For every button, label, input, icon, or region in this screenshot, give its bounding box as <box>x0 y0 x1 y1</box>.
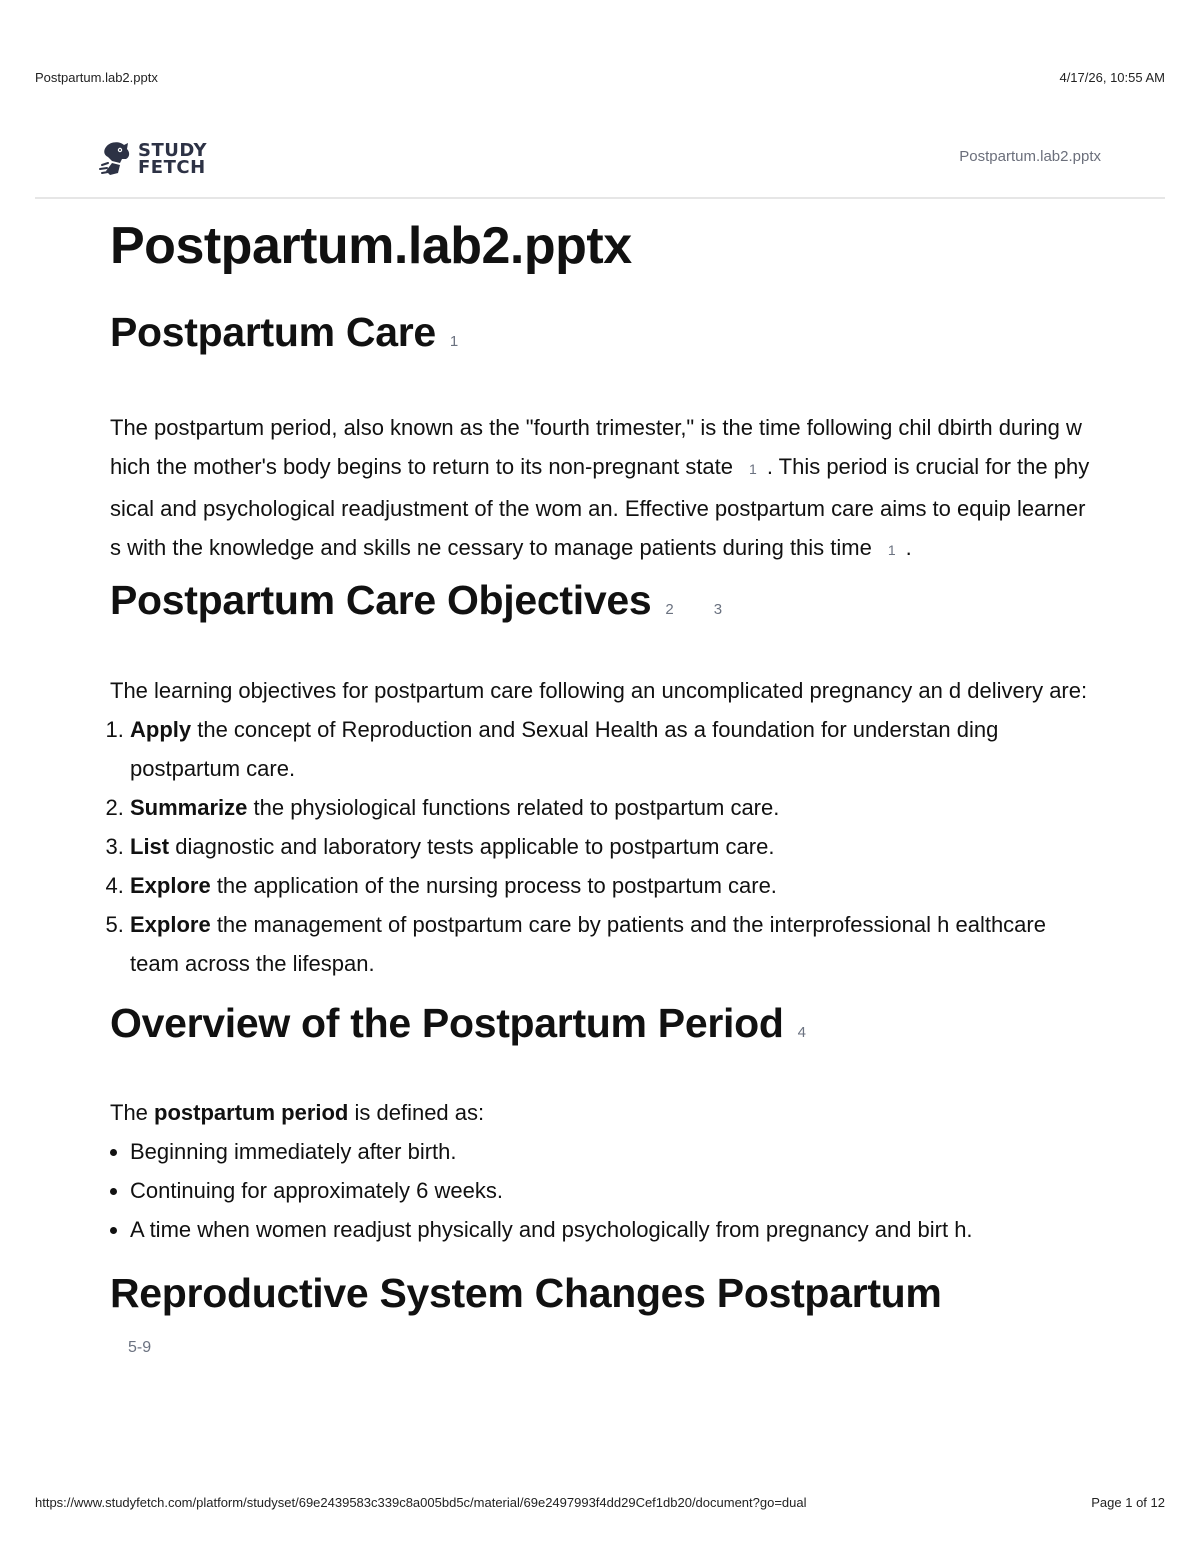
citation-ref[interactable]: 5-9 <box>128 1339 152 1356</box>
paragraph-text: The <box>110 1100 155 1125</box>
objectives-intro: The learning objectives for postpartum care following an uncomplicated pregnancy an d delivery are: <box>110 678 1088 703</box>
logo-text <box>138 142 207 176</box>
document-title: Postpartum.lab2.pptx <box>110 217 632 275</box>
citation-ref[interactable]: 2 <box>665 601 674 618</box>
print-footer-page-number: Page 1 of 12 <box>1091 1495 1165 1510</box>
print-header-filename: Postpartum.lab2.pptx <box>35 70 158 85</box>
section-heading-reproductive-changes <box>110 1265 1090 1321</box>
overview-bullet-list <box>110 1132 1090 1249</box>
logo-line-study: STUDY <box>138 140 208 161</box>
paragraph-text: is defined as: <box>348 1100 485 1125</box>
citation-ref[interactable]: 1 <box>749 461 757 477</box>
list-item: • A time when women readjust physically and psychologically from pregnancy and birt h. <box>130 1210 1090 1249</box>
header-filename: Postpartum.lab2.pptx <box>959 148 1101 165</box>
document-content <box>110 210 1090 1357</box>
section-paragraph <box>110 408 1090 570</box>
section-heading-postpartum-care <box>110 304 1090 370</box>
logo-line-fetch: FETCH <box>138 157 206 178</box>
print-header-timestamp: 4/17/26, 10:55 AM <box>1059 70 1165 85</box>
list-item-keyword: List <box>130 834 170 859</box>
list-item <box>130 788 1090 827</box>
list-item-text: the management of postpartum care by patients and the interprofessional h ealthcare team across the lifespan. <box>130 912 1046 976</box>
list-item-text: diagnostic and laboratory tests applicable to postpartum care. <box>169 834 775 859</box>
paragraph-text: The postpartum period, also known as the "fourth trimester," is the time following chil dbirth during which the mother's body begins to return to its non-pregnant state <box>110 415 1082 479</box>
list-item-keyword: Summarize <box>130 795 248 820</box>
list-item: • Beginning immediately after birth. <box>130 1132 1090 1171</box>
section-heading-text: Overview of the Postpartum Period <box>110 1000 784 1046</box>
list-item-text: the application of the nursing process to postpartum care. <box>210 873 777 898</box>
paragraph-text: . This period is crucial for the physical and psychological readjustment of the wom an. Effective postpartum care aims to equip learners with the knowledge and skills ne cessary to manage patients during this time <box>110 454 1090 560</box>
citation-ref[interactable]: 1 <box>887 542 896 558</box>
citation-ref[interactable]: 4 <box>797 1024 806 1041</box>
section-refs <box>128 1339 1090 1357</box>
list-item-text: the physiological functions related to postpartum care. <box>247 795 780 820</box>
list-item: • Continuing for approximately 6 weeks. <box>130 1171 1090 1210</box>
list-item-text: the concept of Reproduction and Sexual Health as a foundation for understan ding postpartum care. <box>130 717 999 781</box>
list-item-keyword: Explore <box>130 912 211 937</box>
print-footer <box>35 1495 1165 1511</box>
section-heading-objectives <box>110 572 1090 638</box>
site-header <box>35 135 1165 199</box>
print-footer-url: https://www.studyfetch.com/platform/studyset/69e2439583c339c8a005bd5c/material/69e2497993f4dd29Cef1db20/document?go=dual <box>35 1495 807 1510</box>
print-header <box>35 70 1165 86</box>
list-item-keyword: Explore <box>130 873 211 898</box>
list-item <box>130 905 1090 983</box>
citation-ref[interactable]: 1 <box>449 333 459 350</box>
objectives-list <box>110 710 1090 983</box>
section-heading-overview <box>110 995 1090 1061</box>
list-item-keyword: Apply <box>130 717 192 742</box>
citation-ref[interactable]: 3 <box>713 601 723 618</box>
paragraph-text: . <box>905 535 912 560</box>
dog-mascot-icon <box>98 139 134 179</box>
list-item <box>130 710 1090 788</box>
section-heading-text: Reproductive System Changes Postpartum <box>110 1270 942 1316</box>
studyfetch-logo[interactable] <box>98 137 207 181</box>
section-heading-text: Postpartum Care Objectives <box>110 577 652 623</box>
list-item <box>130 866 1090 905</box>
list-item <box>130 827 1090 866</box>
section-heading-text: Postpartum Care <box>110 309 436 355</box>
paragraph-bold-term: postpartum period <box>154 1100 349 1125</box>
overview-intro <box>110 1093 1090 1132</box>
